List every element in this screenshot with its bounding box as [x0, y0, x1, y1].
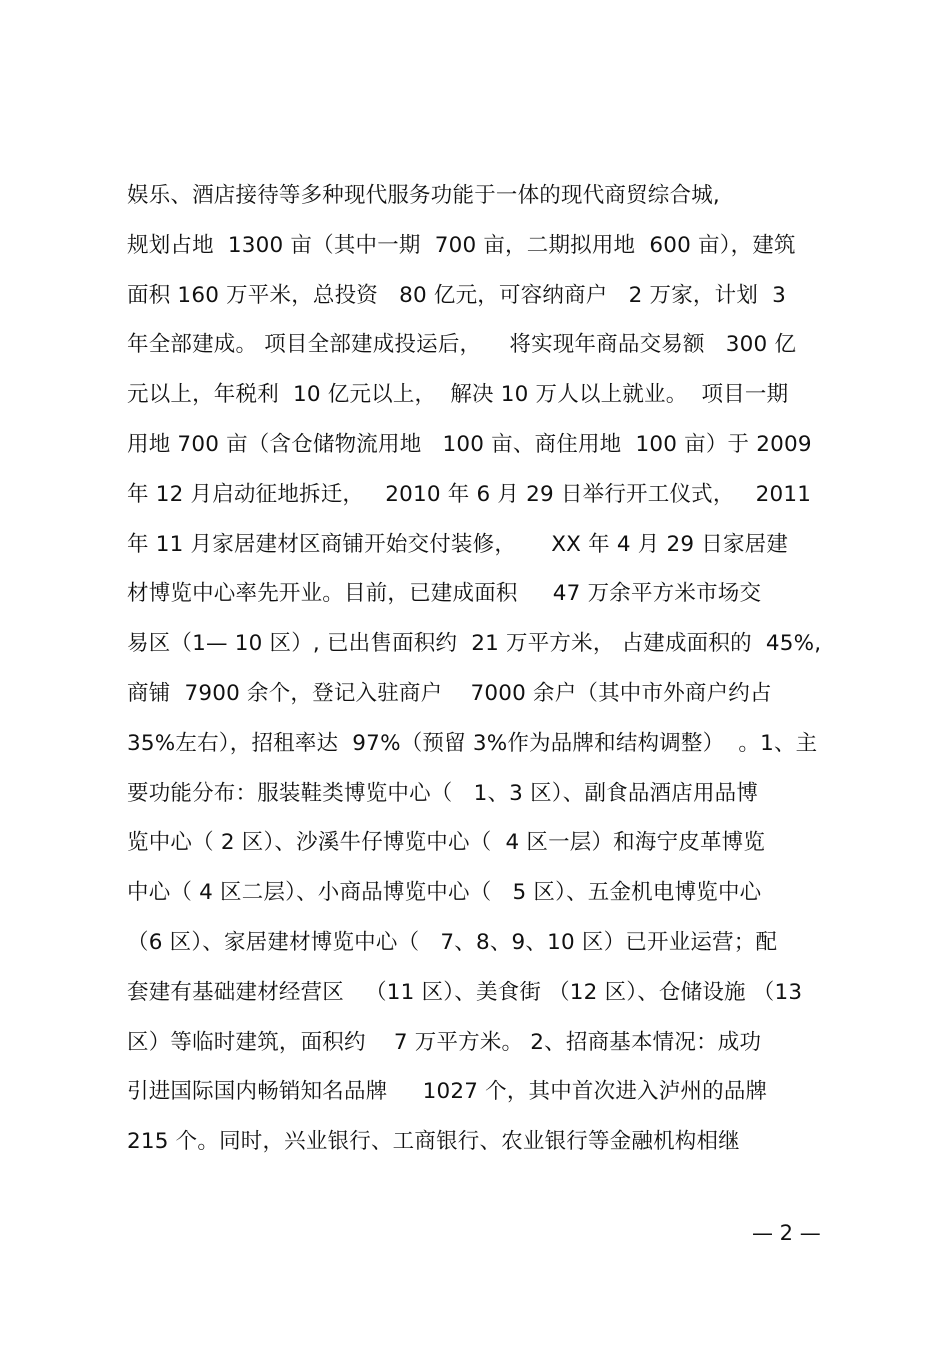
- text-line: 商铺 7900 余个，登记入驻商户 7000 余户（其中市外商户约占: [127, 680, 772, 706]
- text-line: 35%左右），招租率达 97%（预留 3%作为品牌和结构调整） 。1、主: [127, 730, 818, 756]
- text-line: （6 区）、家居建材博览中心（ 7、8、9、10 区）已开业运营；配: [127, 929, 778, 955]
- text-line: 易区（1— 10 区）, 已出售面积约 21 万平方米， 占建成面积的 45%,: [127, 631, 822, 657]
- text-line: 年 12 月启动征地拆迁， 2010 年 6 月 29 日举行开工仪式， 2011: [127, 481, 812, 507]
- body-text: [127, 176, 837, 1172]
- text-line: 中心（ 4 区二层）、小商品博览中心（ 5 区）、五金机电博览中心: [127, 880, 762, 906]
- text-line: 区）等临时建筑，面积约 7 万平方米。 2、招商基本情况：成功: [127, 1029, 762, 1055]
- page-number: — 2 —: [752, 1221, 821, 1245]
- text-line: 规划占地 1300 亩（其中一期 700 亩，二期拟用地 600 亩），建筑: [127, 232, 796, 258]
- text-line: 215 个。同时，兴业银行、工商银行、农业银行等金融机构相继: [127, 1129, 740, 1155]
- text-line: 面积 160 万平米，总投资 80 亿元，可容纳商户 2 万家，计划 3: [127, 282, 786, 308]
- text-line: 材博览中心率先开业。目前，已建成面积 47 万余平方米市场交: [127, 581, 762, 607]
- text-line: 要功能分布：服装鞋类博览中心（ 1、3 区）、副食品酒店用品博: [127, 780, 759, 806]
- text-line: 用地 700 亩（含仓储物流用地 100 亩、商住用地 100 亩）于 2009: [127, 431, 812, 457]
- text-line: 元以上，年税利 10 亿元以上， 解决 10 万人以上就业。 项目一期: [127, 382, 789, 408]
- text-line: 年全部建成。 项目全部建成投运后， 将实现年商品交易额 300 亿: [127, 332, 797, 358]
- text-line: 年 11 月家居建材区商铺开始交付装修， XX 年 4 月 29 日家居建: [127, 531, 789, 557]
- text-line: 套建有基础建材经营区 （11 区）、美食街 （12 区）、仓储设施 （13: [127, 979, 803, 1005]
- text-line: 娱乐、酒店接待等多种现代服务功能于一体的现代商贸综合城,: [127, 183, 720, 208]
- text-line: 览中心（ 2 区）、沙溪牛仔博览中心（ 4 区一层）和海宁皮革博览: [127, 830, 766, 856]
- text-line: 引进国际国内畅销知名品牌 1027 个，其中首次进入泸州的品牌: [127, 1079, 768, 1105]
